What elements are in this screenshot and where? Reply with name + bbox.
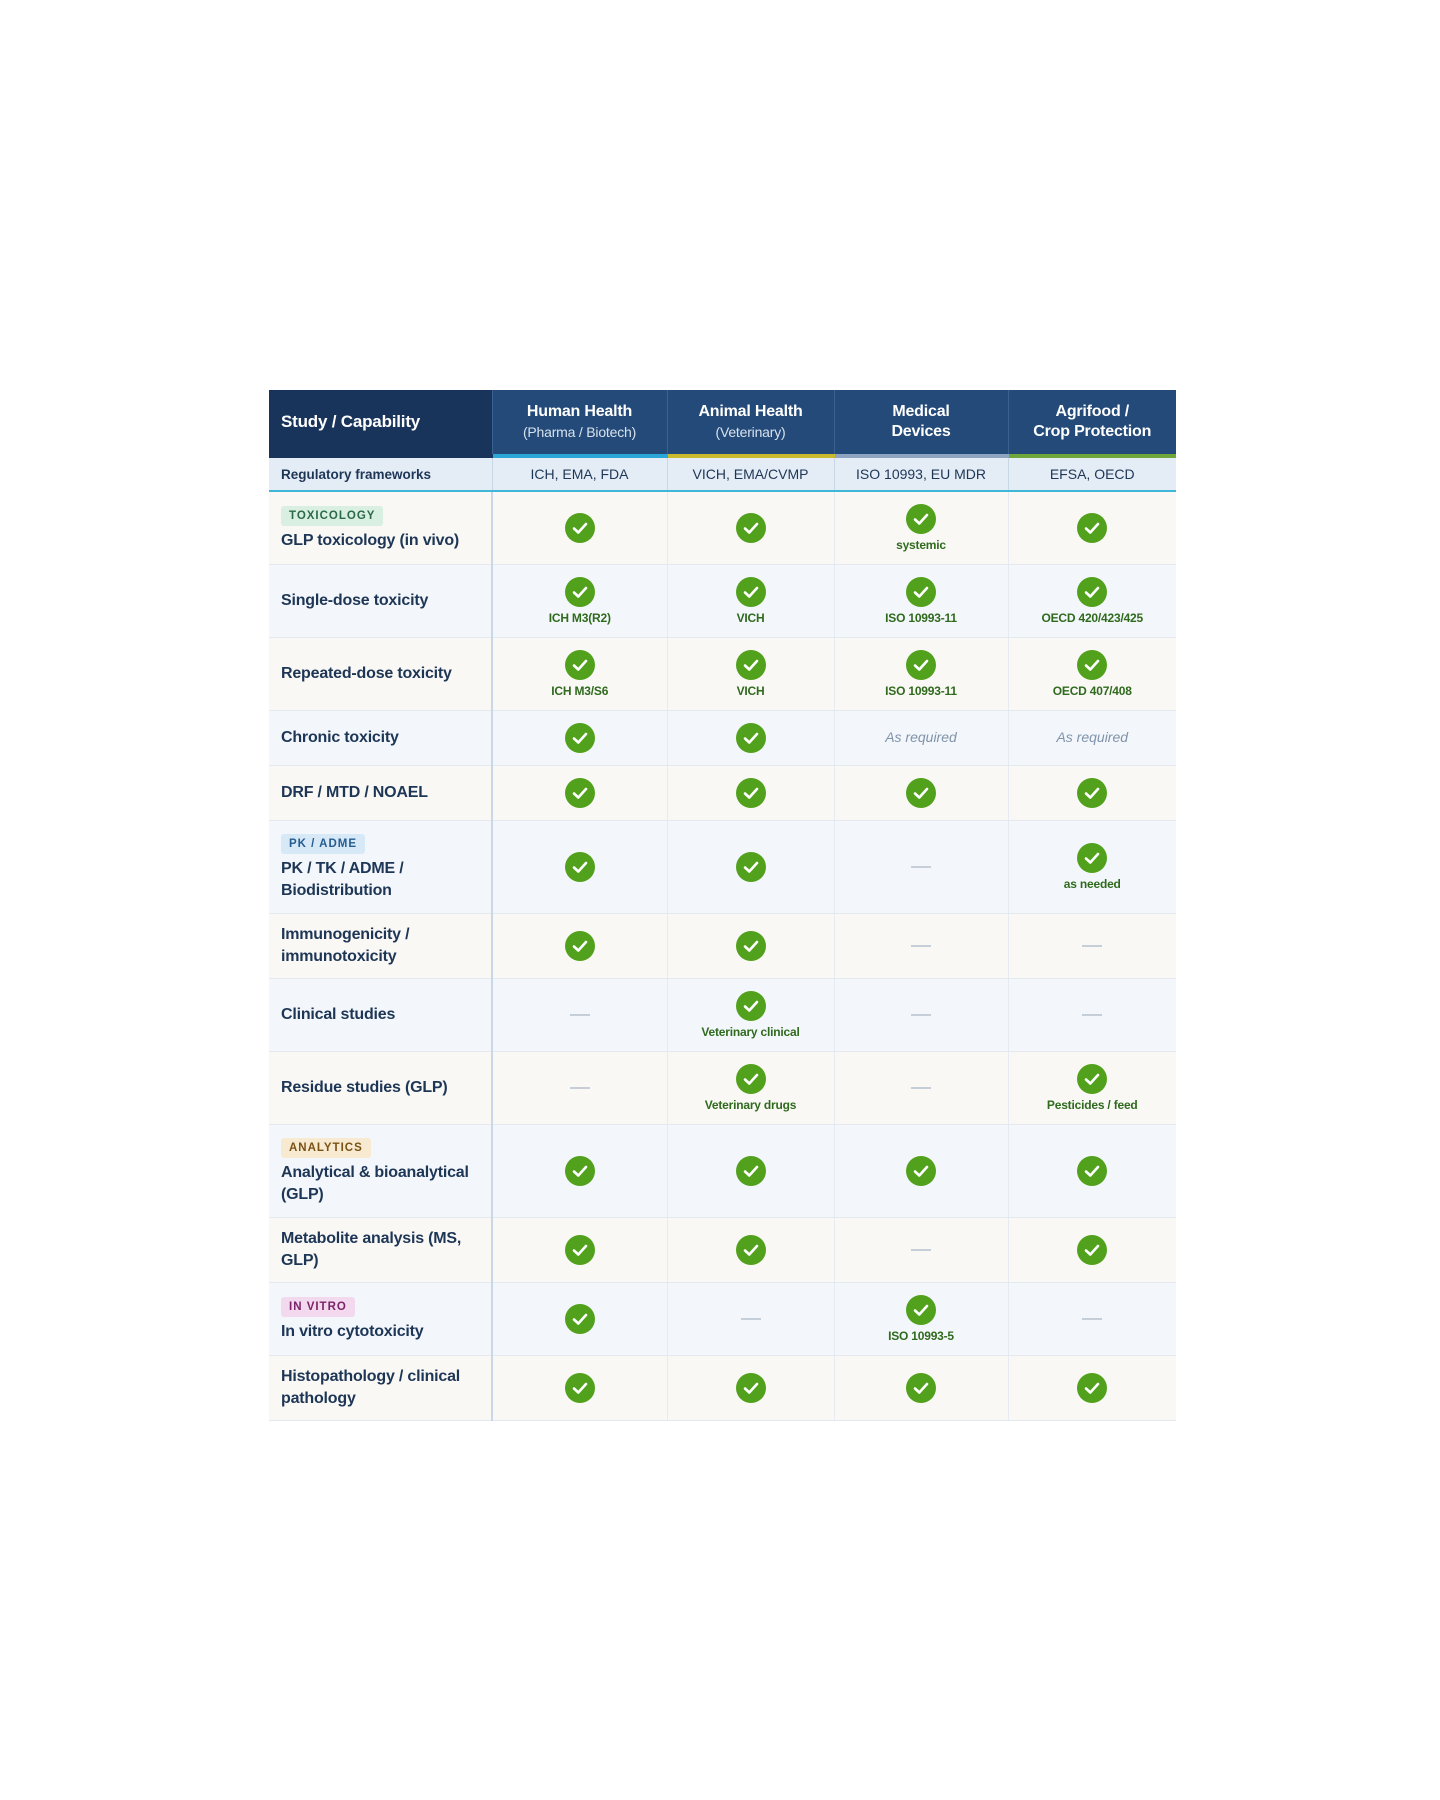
dash-icon bbox=[1082, 1014, 1102, 1016]
row-label: Histopathology / clinical pathology bbox=[281, 1368, 461, 1407]
check-icon bbox=[565, 1235, 595, 1265]
cell-c3 bbox=[834, 1356, 1008, 1421]
cell-c4 bbox=[1008, 766, 1176, 821]
cell-c4 bbox=[1008, 1125, 1176, 1218]
header-study-capability: Study / Capability bbox=[269, 390, 492, 456]
row-label: Immunogenicity / immunotoxicity bbox=[281, 926, 410, 965]
cell-c1 bbox=[492, 491, 667, 565]
category-tag: ANALYTICS bbox=[281, 1138, 371, 1158]
check-icon bbox=[906, 504, 936, 534]
cell-c4 bbox=[1008, 914, 1176, 979]
cell-c4 bbox=[1008, 638, 1176, 711]
regulatory-devices: ISO 10993, EU MDR bbox=[834, 456, 1008, 491]
cell-c1 bbox=[492, 1125, 667, 1218]
dash-icon bbox=[911, 866, 931, 868]
row-label-cell bbox=[269, 638, 492, 711]
dash-icon bbox=[1082, 945, 1102, 947]
row-label: Chronic toxicity bbox=[281, 729, 399, 746]
cell-c1 bbox=[492, 638, 667, 711]
cell-c3 bbox=[834, 711, 1008, 766]
row-label: GLP toxicology (in vivo) bbox=[281, 532, 460, 549]
check-icon bbox=[565, 723, 595, 753]
cell-note: ICH M3/S6 bbox=[551, 684, 609, 698]
cell-c3 bbox=[834, 638, 1008, 711]
check-icon bbox=[736, 723, 766, 753]
header-title: Human Health bbox=[526, 403, 633, 420]
check-icon bbox=[736, 1064, 766, 1094]
row-label-cell bbox=[269, 979, 492, 1052]
table-row bbox=[269, 1125, 1176, 1218]
row-label: DRF / MTD / NOAEL bbox=[281, 784, 428, 801]
table-row bbox=[269, 711, 1176, 766]
cell-note: Pesticides / feed bbox=[1046, 1098, 1138, 1112]
cell-c2 bbox=[667, 1125, 834, 1218]
check-icon bbox=[736, 1373, 766, 1403]
check-icon bbox=[565, 778, 595, 808]
check-icon bbox=[565, 852, 595, 882]
check-icon bbox=[1077, 1064, 1107, 1094]
dash-icon bbox=[911, 945, 931, 947]
check-icon bbox=[736, 991, 766, 1021]
row-label: Metabolite analysis (MS, GLP) bbox=[281, 1230, 462, 1269]
row-label: Single-dose toxicity bbox=[281, 592, 429, 609]
cell-c2 bbox=[667, 565, 834, 638]
cell-c2 bbox=[667, 979, 834, 1052]
row-label: PK / TK / ADME / Biodistribution bbox=[281, 860, 404, 899]
check-icon bbox=[1077, 513, 1107, 543]
check-icon bbox=[736, 852, 766, 882]
check-icon bbox=[906, 650, 936, 680]
cell-note: Veterinary clinical bbox=[701, 1025, 800, 1039]
table-row bbox=[269, 914, 1176, 979]
header-subtitle: Crop Protection bbox=[1033, 423, 1152, 440]
table-row bbox=[269, 1356, 1176, 1421]
header-title: Medical bbox=[892, 403, 950, 420]
category-tag: PK / ADME bbox=[281, 834, 365, 854]
cell-c1 bbox=[492, 565, 667, 638]
cell-c3 bbox=[834, 1125, 1008, 1218]
check-icon bbox=[565, 1373, 595, 1403]
header-human-health bbox=[492, 390, 667, 456]
cell-c2 bbox=[667, 766, 834, 821]
row-label: Analytical & bioanalytical (GLP) bbox=[281, 1164, 469, 1203]
cell-c1 bbox=[492, 711, 667, 766]
cell-c3 bbox=[834, 821, 1008, 914]
cell-c1 bbox=[492, 979, 667, 1052]
header-subtitle: (Veterinary) bbox=[715, 424, 786, 440]
cell-c4 bbox=[1008, 1052, 1176, 1125]
cell-note: OECD 407/408 bbox=[1052, 684, 1132, 698]
cell-c3 bbox=[834, 914, 1008, 979]
cell-c4 bbox=[1008, 1356, 1176, 1421]
row-label: Residue studies (GLP) bbox=[281, 1079, 448, 1096]
check-icon bbox=[565, 931, 595, 961]
cell-c1 bbox=[492, 1283, 667, 1356]
row-label-cell bbox=[269, 1218, 492, 1283]
check-icon bbox=[565, 1156, 595, 1186]
check-icon bbox=[906, 1373, 936, 1403]
row-label-cell bbox=[269, 1052, 492, 1125]
row-label-cell bbox=[269, 565, 492, 638]
dash-icon bbox=[911, 1087, 931, 1089]
cell-c3 bbox=[834, 491, 1008, 565]
cell-c3 bbox=[834, 766, 1008, 821]
header-subtitle: (Pharma / Biotech) bbox=[522, 424, 637, 440]
cell-note: as needed bbox=[1063, 877, 1121, 891]
cell-note: VICH bbox=[736, 611, 765, 625]
cell-c2 bbox=[667, 491, 834, 565]
cell-c2 bbox=[667, 914, 834, 979]
capability-table bbox=[269, 390, 1176, 1421]
cell-note: ISO 10993-5 bbox=[888, 1329, 954, 1343]
check-icon bbox=[736, 513, 766, 543]
regulatory-row bbox=[269, 456, 1176, 491]
row-label-cell bbox=[269, 1283, 492, 1356]
cell-note: ICH M3(R2) bbox=[548, 611, 611, 625]
check-icon bbox=[736, 650, 766, 680]
cell-c4 bbox=[1008, 821, 1176, 914]
cell-note: OECD 420/423/425 bbox=[1041, 611, 1144, 625]
header-agrifood bbox=[1008, 390, 1176, 456]
row-label-cell bbox=[269, 491, 492, 565]
check-icon bbox=[1077, 1373, 1107, 1403]
regulatory-human: ICH, EMA, FDA bbox=[492, 456, 667, 491]
cell-c1 bbox=[492, 1218, 667, 1283]
check-icon bbox=[1077, 1156, 1107, 1186]
header-medical-devices bbox=[834, 390, 1008, 456]
dash-icon bbox=[741, 1318, 761, 1320]
row-label: Clinical studies bbox=[281, 1006, 396, 1023]
check-icon bbox=[1077, 778, 1107, 808]
cell-c1 bbox=[492, 1356, 667, 1421]
cell-c4 bbox=[1008, 1218, 1176, 1283]
cell-c3 bbox=[834, 1283, 1008, 1356]
check-icon bbox=[906, 577, 936, 607]
check-icon bbox=[736, 1235, 766, 1265]
cell-c4 bbox=[1008, 491, 1176, 565]
header-row bbox=[269, 390, 1176, 456]
cell-c1 bbox=[492, 821, 667, 914]
cell-c2 bbox=[667, 1052, 834, 1125]
cell-c1 bbox=[492, 914, 667, 979]
cell-c4 bbox=[1008, 1283, 1176, 1356]
table-row bbox=[269, 1283, 1176, 1356]
cell-c1 bbox=[492, 766, 667, 821]
table-row bbox=[269, 1052, 1176, 1125]
row-label: Repeated-dose toxicity bbox=[281, 665, 452, 682]
check-icon bbox=[736, 577, 766, 607]
cell-note: systemic bbox=[896, 538, 946, 552]
regulatory-animal: VICH, EMA/CVMP bbox=[667, 456, 834, 491]
cell-c2 bbox=[667, 1218, 834, 1283]
cell-c2 bbox=[667, 638, 834, 711]
cell-c3 bbox=[834, 1052, 1008, 1125]
header-subtitle: Devices bbox=[891, 423, 951, 440]
cell-c4 bbox=[1008, 565, 1176, 638]
table-row bbox=[269, 565, 1176, 638]
check-icon bbox=[906, 778, 936, 808]
category-tag: IN VITRO bbox=[281, 1297, 355, 1317]
cell-note: ISO 10993-11 bbox=[885, 684, 957, 698]
dash-icon bbox=[570, 1014, 590, 1016]
cell-c2 bbox=[667, 1356, 834, 1421]
row-label-cell bbox=[269, 766, 492, 821]
cell-c1 bbox=[492, 1052, 667, 1125]
dash-icon bbox=[911, 1014, 931, 1016]
row-label-cell bbox=[269, 1356, 492, 1421]
check-icon bbox=[736, 778, 766, 808]
check-icon bbox=[906, 1295, 936, 1325]
dash-icon bbox=[911, 1249, 931, 1251]
cell-c2 bbox=[667, 821, 834, 914]
check-icon bbox=[736, 1156, 766, 1186]
row-label-cell bbox=[269, 711, 492, 766]
category-tag: TOXICOLOGY bbox=[281, 506, 383, 526]
table-row bbox=[269, 638, 1176, 711]
cell-note: VICH bbox=[736, 684, 765, 698]
check-icon bbox=[1077, 843, 1107, 873]
capability-matrix bbox=[269, 390, 1176, 1421]
check-icon bbox=[565, 1304, 595, 1334]
header-title: Animal Health bbox=[698, 403, 803, 420]
check-icon bbox=[1077, 577, 1107, 607]
dash-icon bbox=[570, 1087, 590, 1089]
cell-c3 bbox=[834, 1218, 1008, 1283]
cell-note: Veterinary drugs bbox=[704, 1098, 797, 1112]
table-row bbox=[269, 821, 1176, 914]
cell-c2 bbox=[667, 1283, 834, 1356]
check-icon bbox=[1077, 1235, 1107, 1265]
regulatory-agrifood: EFSA, OECD bbox=[1008, 456, 1176, 491]
as-required-text: As required bbox=[885, 729, 957, 745]
check-icon bbox=[565, 577, 595, 607]
row-label-cell bbox=[269, 821, 492, 914]
cell-c3 bbox=[834, 979, 1008, 1052]
cell-c2 bbox=[667, 711, 834, 766]
table-row bbox=[269, 766, 1176, 821]
check-icon bbox=[1077, 650, 1107, 680]
dash-icon bbox=[1082, 1318, 1102, 1320]
check-icon bbox=[565, 650, 595, 680]
row-label: In vitro cytotoxicity bbox=[281, 1323, 424, 1340]
table-row bbox=[269, 1218, 1176, 1283]
cell-c4 bbox=[1008, 711, 1176, 766]
row-label-cell bbox=[269, 914, 492, 979]
cell-c3 bbox=[834, 565, 1008, 638]
cell-c4 bbox=[1008, 979, 1176, 1052]
check-icon bbox=[565, 513, 595, 543]
header-animal-health bbox=[667, 390, 834, 456]
table-row bbox=[269, 979, 1176, 1052]
regulatory-label: Regulatory frameworks bbox=[269, 456, 492, 491]
header-title: Agrifood / bbox=[1055, 403, 1130, 420]
table-row bbox=[269, 491, 1176, 565]
as-required-text: As required bbox=[1056, 729, 1129, 745]
row-label-cell bbox=[269, 1125, 492, 1218]
check-icon bbox=[736, 931, 766, 961]
check-icon bbox=[906, 1156, 936, 1186]
cell-note: ISO 10993-11 bbox=[885, 611, 957, 625]
